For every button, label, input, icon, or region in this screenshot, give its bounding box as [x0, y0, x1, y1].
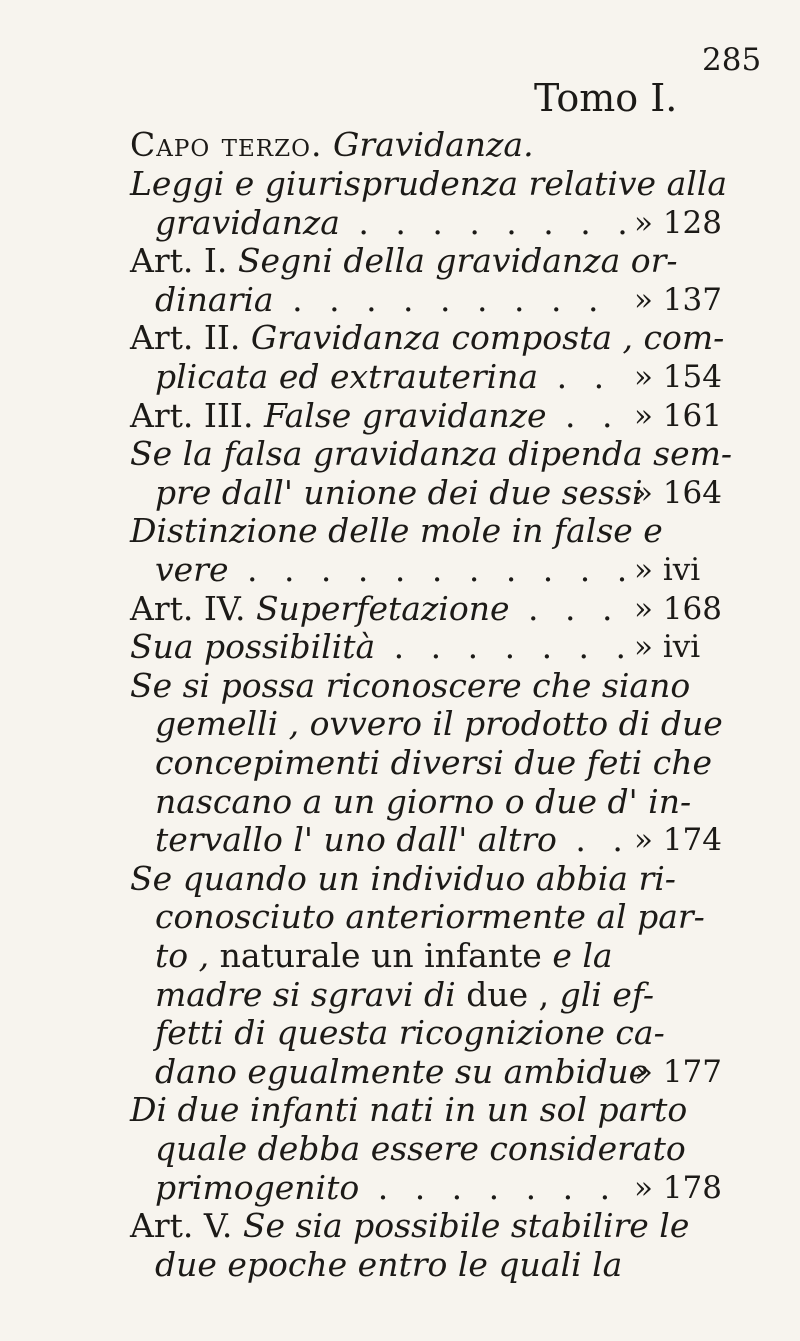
toc-text: dano egualmente su ambidue [155, 1052, 649, 1091]
toc-page-ref: » 178 [634, 1170, 722, 1206]
toc-text: Art. IV. [130, 589, 256, 628]
toc-text: Se quando un individuo abbia ri- [130, 859, 676, 898]
toc-line [130, 1088, 687, 1132]
toc-text: Art. II. [130, 318, 251, 357]
toc-text: nascano a un giorno o due d' in- [155, 782, 692, 821]
toc-text: due , [466, 975, 560, 1014]
toc-line [130, 239, 678, 283]
volume-label: Tomo I. [534, 76, 678, 120]
toc-text: False gravidanze [263, 396, 547, 435]
toc-text: dinaria [155, 280, 274, 319]
toc-text: gli ef- [559, 975, 655, 1014]
toc-line [155, 548, 635, 592]
toc-line [130, 1204, 689, 1248]
toc-text: Art. I. [130, 241, 238, 280]
toc-text: Gravidanza composta , com- [250, 318, 725, 357]
toc-line [155, 818, 631, 862]
toc-line [130, 316, 724, 360]
toc-line [155, 1127, 686, 1171]
toc-text: Se sia possibile stabilire le [242, 1206, 690, 1245]
toc-text: Leggi e giurisprudenza relative alla [130, 164, 728, 203]
leader-dots: . . . . . . . . . . . [228, 550, 636, 589]
toc-text: Sua possibilità [130, 627, 376, 666]
leader-dots: . . . . . . . . . [273, 280, 607, 319]
toc-line [155, 702, 723, 746]
toc-page-ref: » 168 [634, 591, 722, 627]
toc-text: plicata ed extrauterina [155, 357, 539, 396]
toc-text: Superfetazione [255, 589, 510, 628]
toc-page-ref: » 177 [634, 1054, 722, 1090]
toc-page-ref: » ivi [634, 629, 701, 665]
chapter-label: Capo terzo. [130, 125, 323, 164]
toc-text: Se la falsa gravidanza dipenda sem- [130, 434, 733, 473]
toc-line [155, 1011, 665, 1055]
toc-line [130, 509, 663, 553]
leader-dots: . . . . . . . [359, 1168, 619, 1207]
toc-page-ref: » 174 [634, 822, 722, 858]
toc-text: Distinzione delle mole in false e [130, 511, 663, 550]
toc-text: Art. V. [130, 1206, 243, 1245]
leader-dots: . . . . . . . [375, 627, 635, 666]
toc-text: gravidanza [155, 203, 340, 242]
toc-text: due epoche entro le quali la [155, 1245, 623, 1284]
toc-text: quale debba essere considerato [155, 1129, 686, 1168]
toc-line [130, 432, 732, 476]
toc-text: naturale un infante [219, 936, 553, 975]
toc-line [130, 162, 727, 206]
toc-text: e la [552, 936, 613, 975]
toc-text: madre si sgravi di [155, 975, 467, 1014]
toc-line [155, 1243, 622, 1287]
toc-text: fetti di questa ricognizione ca- [155, 1013, 665, 1052]
toc-page-ref: » 161 [634, 398, 722, 434]
leader-dots: . . [546, 396, 621, 435]
toc-text: concepimenti diversi due feti che [155, 743, 712, 782]
toc-text: gemelli , ovvero il prodotto di due [155, 704, 723, 743]
toc-line [155, 934, 613, 978]
toc-text: Se si possa riconoscere che siano [130, 666, 691, 705]
chapter-title: Gravidanza. [332, 125, 534, 164]
leader-dots: . . [538, 357, 613, 396]
toc-text: Segni della gravidanza or- [237, 241, 678, 280]
toc-page-ref: » ivi [634, 552, 701, 588]
toc-text: Art. III. [130, 396, 264, 435]
toc-page-ref: » 164 [634, 475, 722, 511]
toc-page-ref: » 154 [634, 359, 722, 395]
toc-line [155, 895, 705, 939]
toc-text: vere [155, 550, 229, 589]
toc-text: primogenito [155, 1168, 360, 1207]
toc-page-ref: » 128 [634, 205, 722, 241]
toc-page-ref: » 137 [634, 282, 722, 318]
leader-dots: . . . [509, 589, 621, 628]
toc-text: to , [155, 936, 220, 975]
toc-line [155, 741, 712, 785]
toc-text: tervallo l' uno dall' altro [155, 820, 557, 859]
chapter-heading [130, 125, 534, 164]
toc-line [155, 355, 612, 399]
leader-dots: . . . . . . . . [339, 203, 636, 242]
toc-line [130, 625, 634, 669]
toc-text: pre dall' unione dei due sessi [155, 473, 643, 512]
toc-text: conosciuto anteriormente al par- [155, 897, 705, 936]
toc-text: Di due infanti nati in un sol parto [130, 1090, 688, 1129]
leader-dots: . . [556, 820, 631, 859]
page-number: 285 [702, 42, 762, 78]
